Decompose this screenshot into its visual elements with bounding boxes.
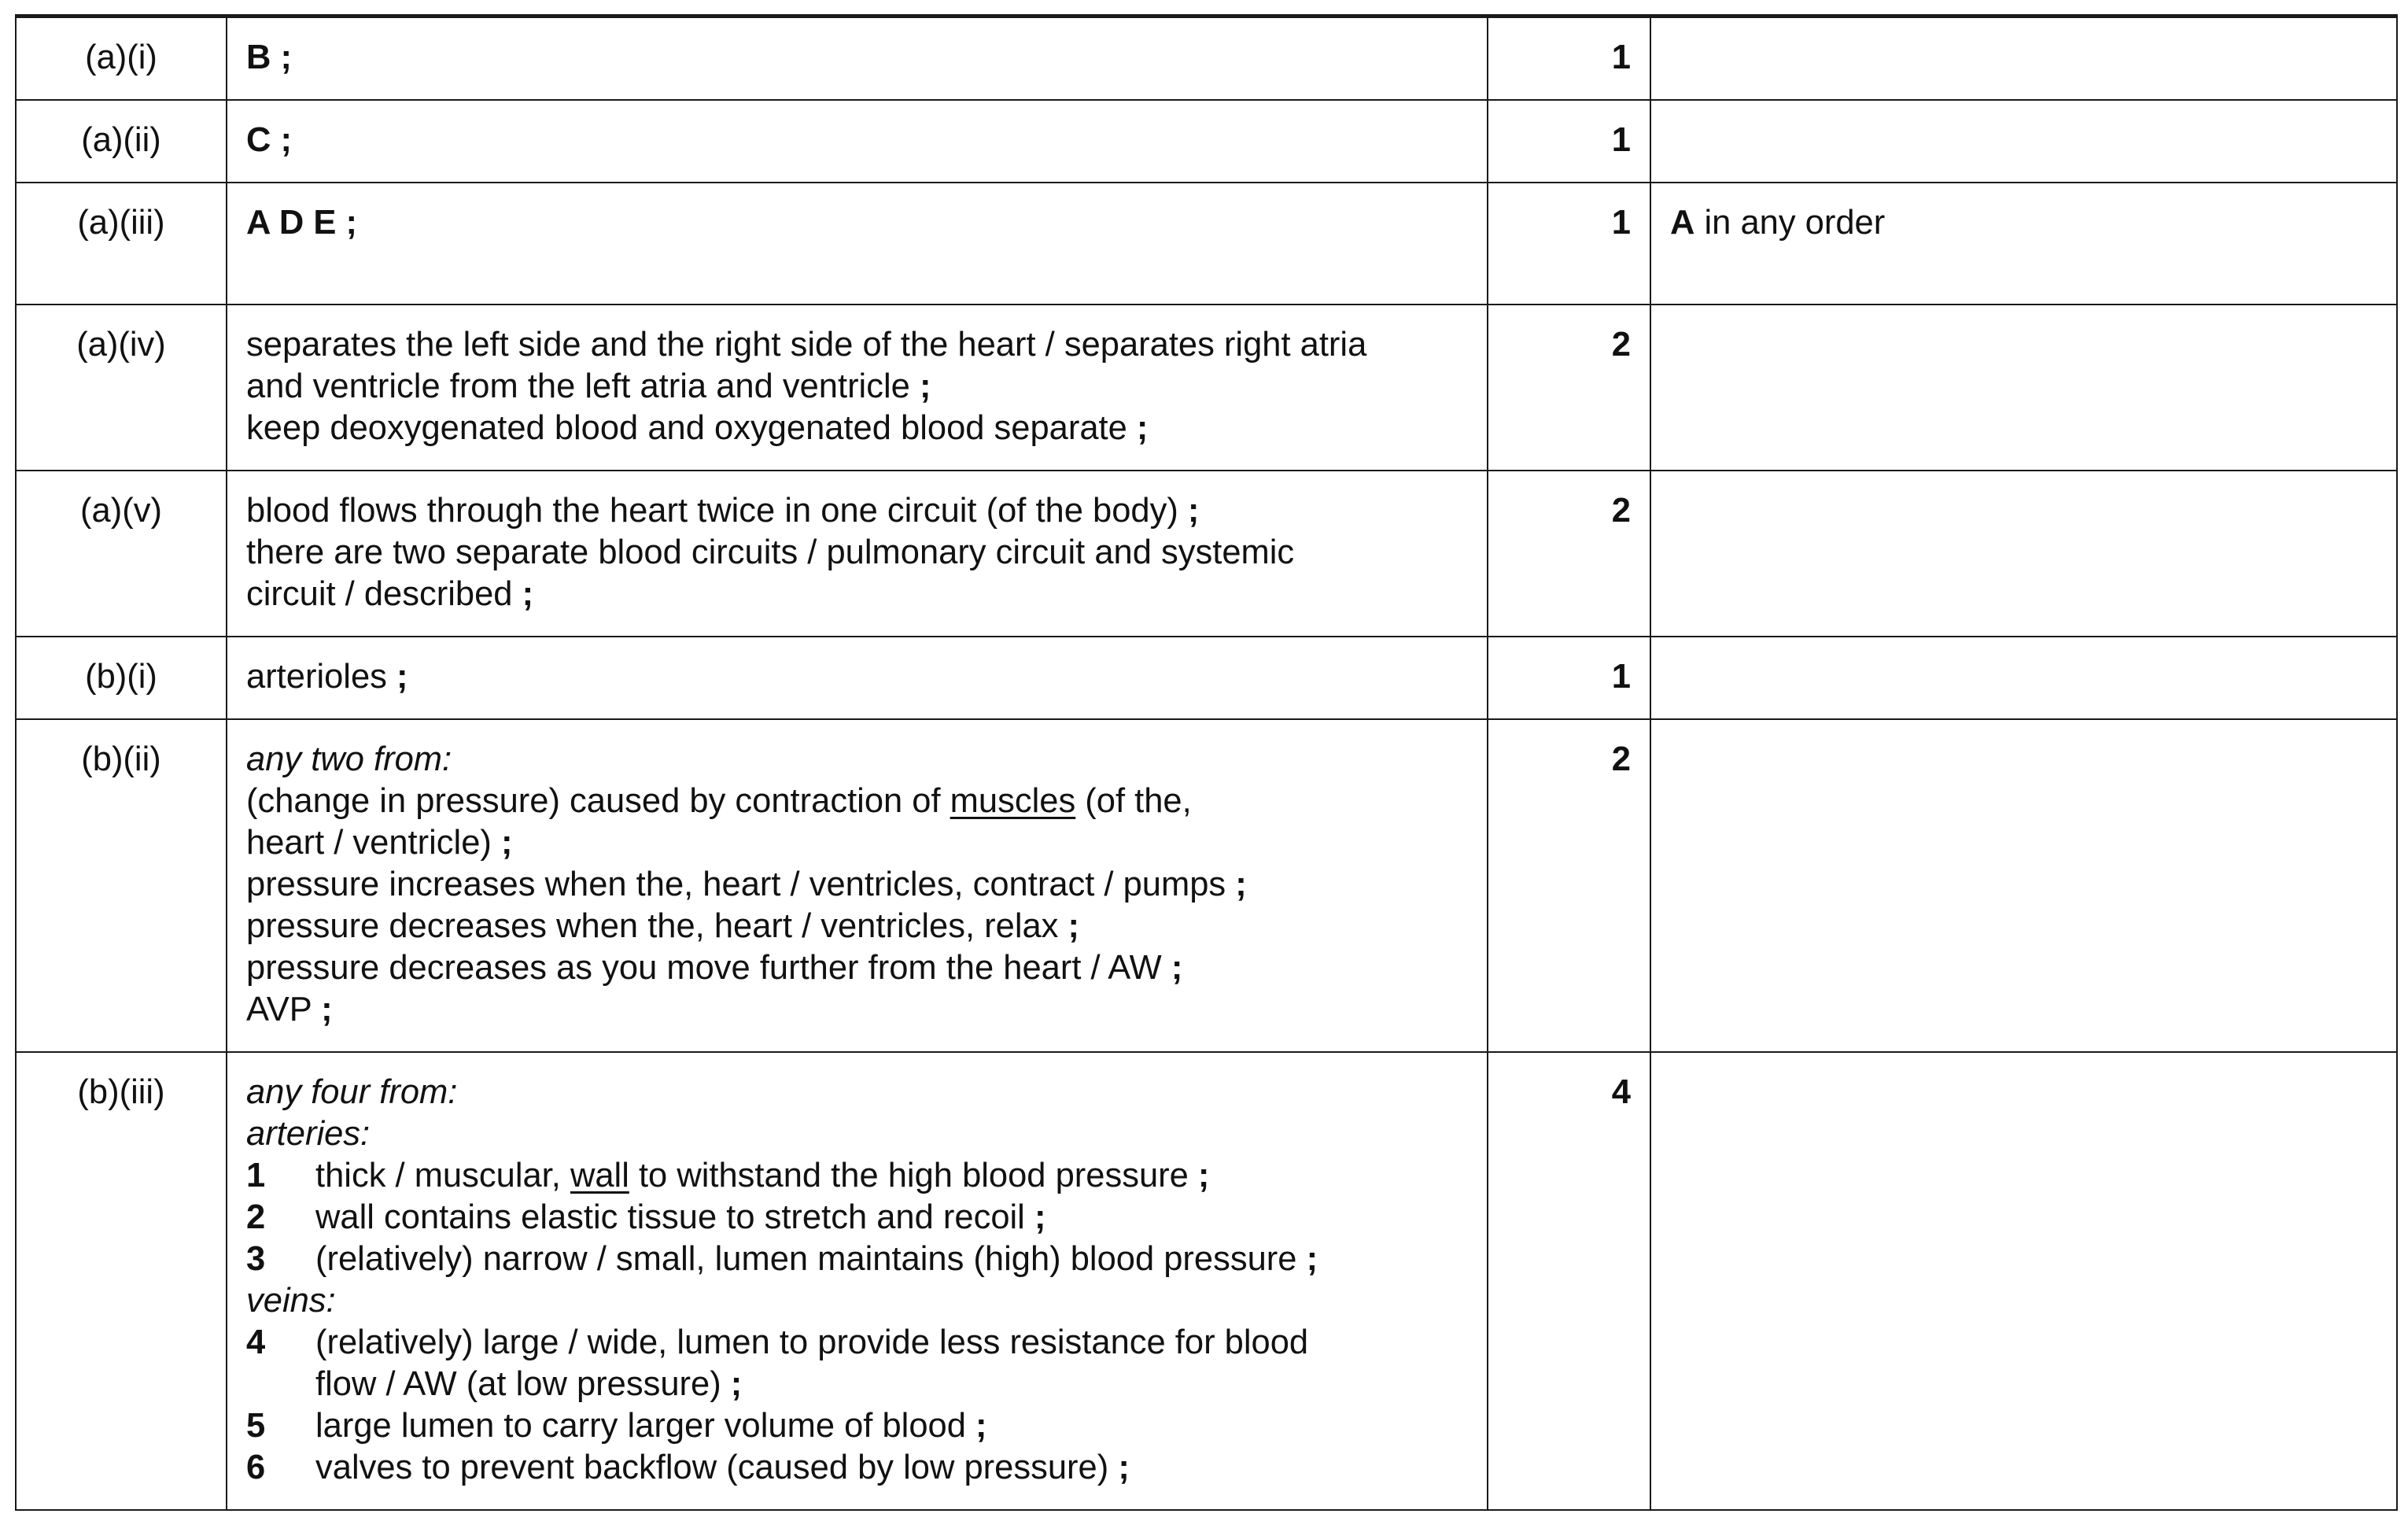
- semicolon: ;: [396, 658, 408, 696]
- table-row: [16, 1052, 2397, 1510]
- table-row: [16, 17, 2397, 100]
- table-row: [16, 637, 2397, 719]
- marks-cell: 2: [1488, 305, 1650, 471]
- answer-cell: [227, 637, 1488, 719]
- answer-line: AVP ;: [246, 991, 333, 1028]
- answer-text: arterioles: [246, 658, 387, 696]
- guidance-cell: [1650, 471, 2397, 637]
- answer-line: (change in pressure) caused by contraction of muscles (of the,: [246, 782, 1192, 820]
- marks-cell: 1: [1488, 637, 1650, 719]
- question-number: (a)(iv): [16, 305, 227, 471]
- marks-cell: 2: [1488, 471, 1650, 637]
- numbered-point-continuation: flow / AW (at low pressure) ;: [315, 1365, 743, 1403]
- guidance-cell: [1650, 100, 2397, 183]
- answer-cell: [227, 183, 1488, 305]
- guidance-cell: [1650, 719, 2397, 1052]
- question-number: (b)(ii): [16, 719, 227, 1052]
- numbered-point: 3 (relatively) narrow / small, lumen maintains (high) blood pressure ;: [246, 1240, 1318, 1278]
- underlined-term: muscles: [950, 782, 1076, 820]
- answer-line: and ventricle from the left atria and ventricle ;: [246, 367, 931, 405]
- question-number: (a)(ii): [16, 100, 227, 183]
- marks-cell: 1: [1488, 183, 1650, 305]
- question-number: (a)(v): [16, 471, 227, 637]
- answer-intro: any two from:: [246, 740, 452, 778]
- numbered-point: 6 valves to prevent backflow (caused by low pressure) ;: [246, 1449, 1130, 1486]
- question-number: (b)(i): [16, 637, 227, 719]
- answer-cell: [227, 1052, 1488, 1510]
- guidance-cell: [1650, 1052, 2397, 1510]
- guidance-cell: [1650, 637, 2397, 719]
- guidance-bold: A: [1670, 204, 1695, 242]
- question-number: (b)(iii): [16, 1052, 227, 1510]
- numbered-point: 4 (relatively) large / wide, lumen to provide less resistance for blood: [246, 1323, 1309, 1361]
- answer-line: heart / ventricle) ;: [246, 824, 513, 862]
- marks-cell: 1: [1488, 100, 1650, 183]
- marks-cell: 1: [1488, 17, 1650, 100]
- table-row: [16, 183, 2397, 305]
- question-number: (a)(i): [16, 17, 227, 100]
- answer-cell: [227, 17, 1488, 100]
- marks-cell: 2: [1488, 719, 1650, 1052]
- answer-text: B: [246, 39, 271, 76]
- answer-text: A D E: [246, 204, 337, 242]
- answer-line: there are two separate blood circuits / pulmonary circuit and systemic: [246, 533, 1295, 571]
- answer-line: pressure increases when the, heart / ventricles, contract / pumps ;: [246, 866, 1247, 903]
- guidance-cell: [1650, 17, 2397, 100]
- semicolon: ;: [271, 39, 292, 76]
- guidance-cell: [1650, 183, 2397, 305]
- numbered-point: 5 large lumen to carry larger volume of blood ;: [246, 1407, 987, 1445]
- guidance-cell: [1650, 305, 2397, 471]
- table-row: [16, 305, 2397, 471]
- answer-line: separates the left side and the right side of the heart / separates right atria: [246, 326, 1367, 364]
- answer-line: circuit / described ;: [246, 575, 534, 613]
- arteries-label: arteries:: [246, 1115, 371, 1153]
- table-row: [16, 719, 2397, 1052]
- semicolon: ;: [271, 121, 292, 159]
- answer-cell: [227, 471, 1488, 637]
- veins-label: veins:: [246, 1282, 336, 1320]
- answer-intro: any four from:: [246, 1073, 458, 1111]
- answer-cell: [227, 305, 1488, 471]
- mark-scheme-table: [15, 14, 2398, 1511]
- answer-line: pressure decreases when the, heart / ventricles, relax ;: [246, 907, 1080, 945]
- table-row: [16, 100, 2397, 183]
- table-row: [16, 471, 2397, 637]
- question-number: (a)(iii): [16, 183, 227, 305]
- numbered-point: 2 wall contains elastic tissue to stretch and recoil ;: [246, 1198, 1046, 1236]
- guidance-text: in any order: [1694, 204, 1886, 242]
- answer-line: pressure decreases as you move further from the heart / AW ;: [246, 949, 1183, 987]
- answer-cell: [227, 100, 1488, 183]
- underlined-term: wall: [570, 1157, 629, 1194]
- answer-line: blood flows through the heart twice in one circuit (of the body) ;: [246, 492, 1200, 530]
- answer-text: C: [246, 121, 271, 159]
- answer-line: keep deoxygenated blood and oxygenated blood separate ;: [246, 409, 1149, 447]
- numbered-point: 1 thick / muscular, wall to withstand the high blood pressure ;: [246, 1157, 1210, 1194]
- marks-cell: 4: [1488, 1052, 1650, 1510]
- semicolon: ;: [336, 204, 357, 242]
- answer-cell: [227, 719, 1488, 1052]
